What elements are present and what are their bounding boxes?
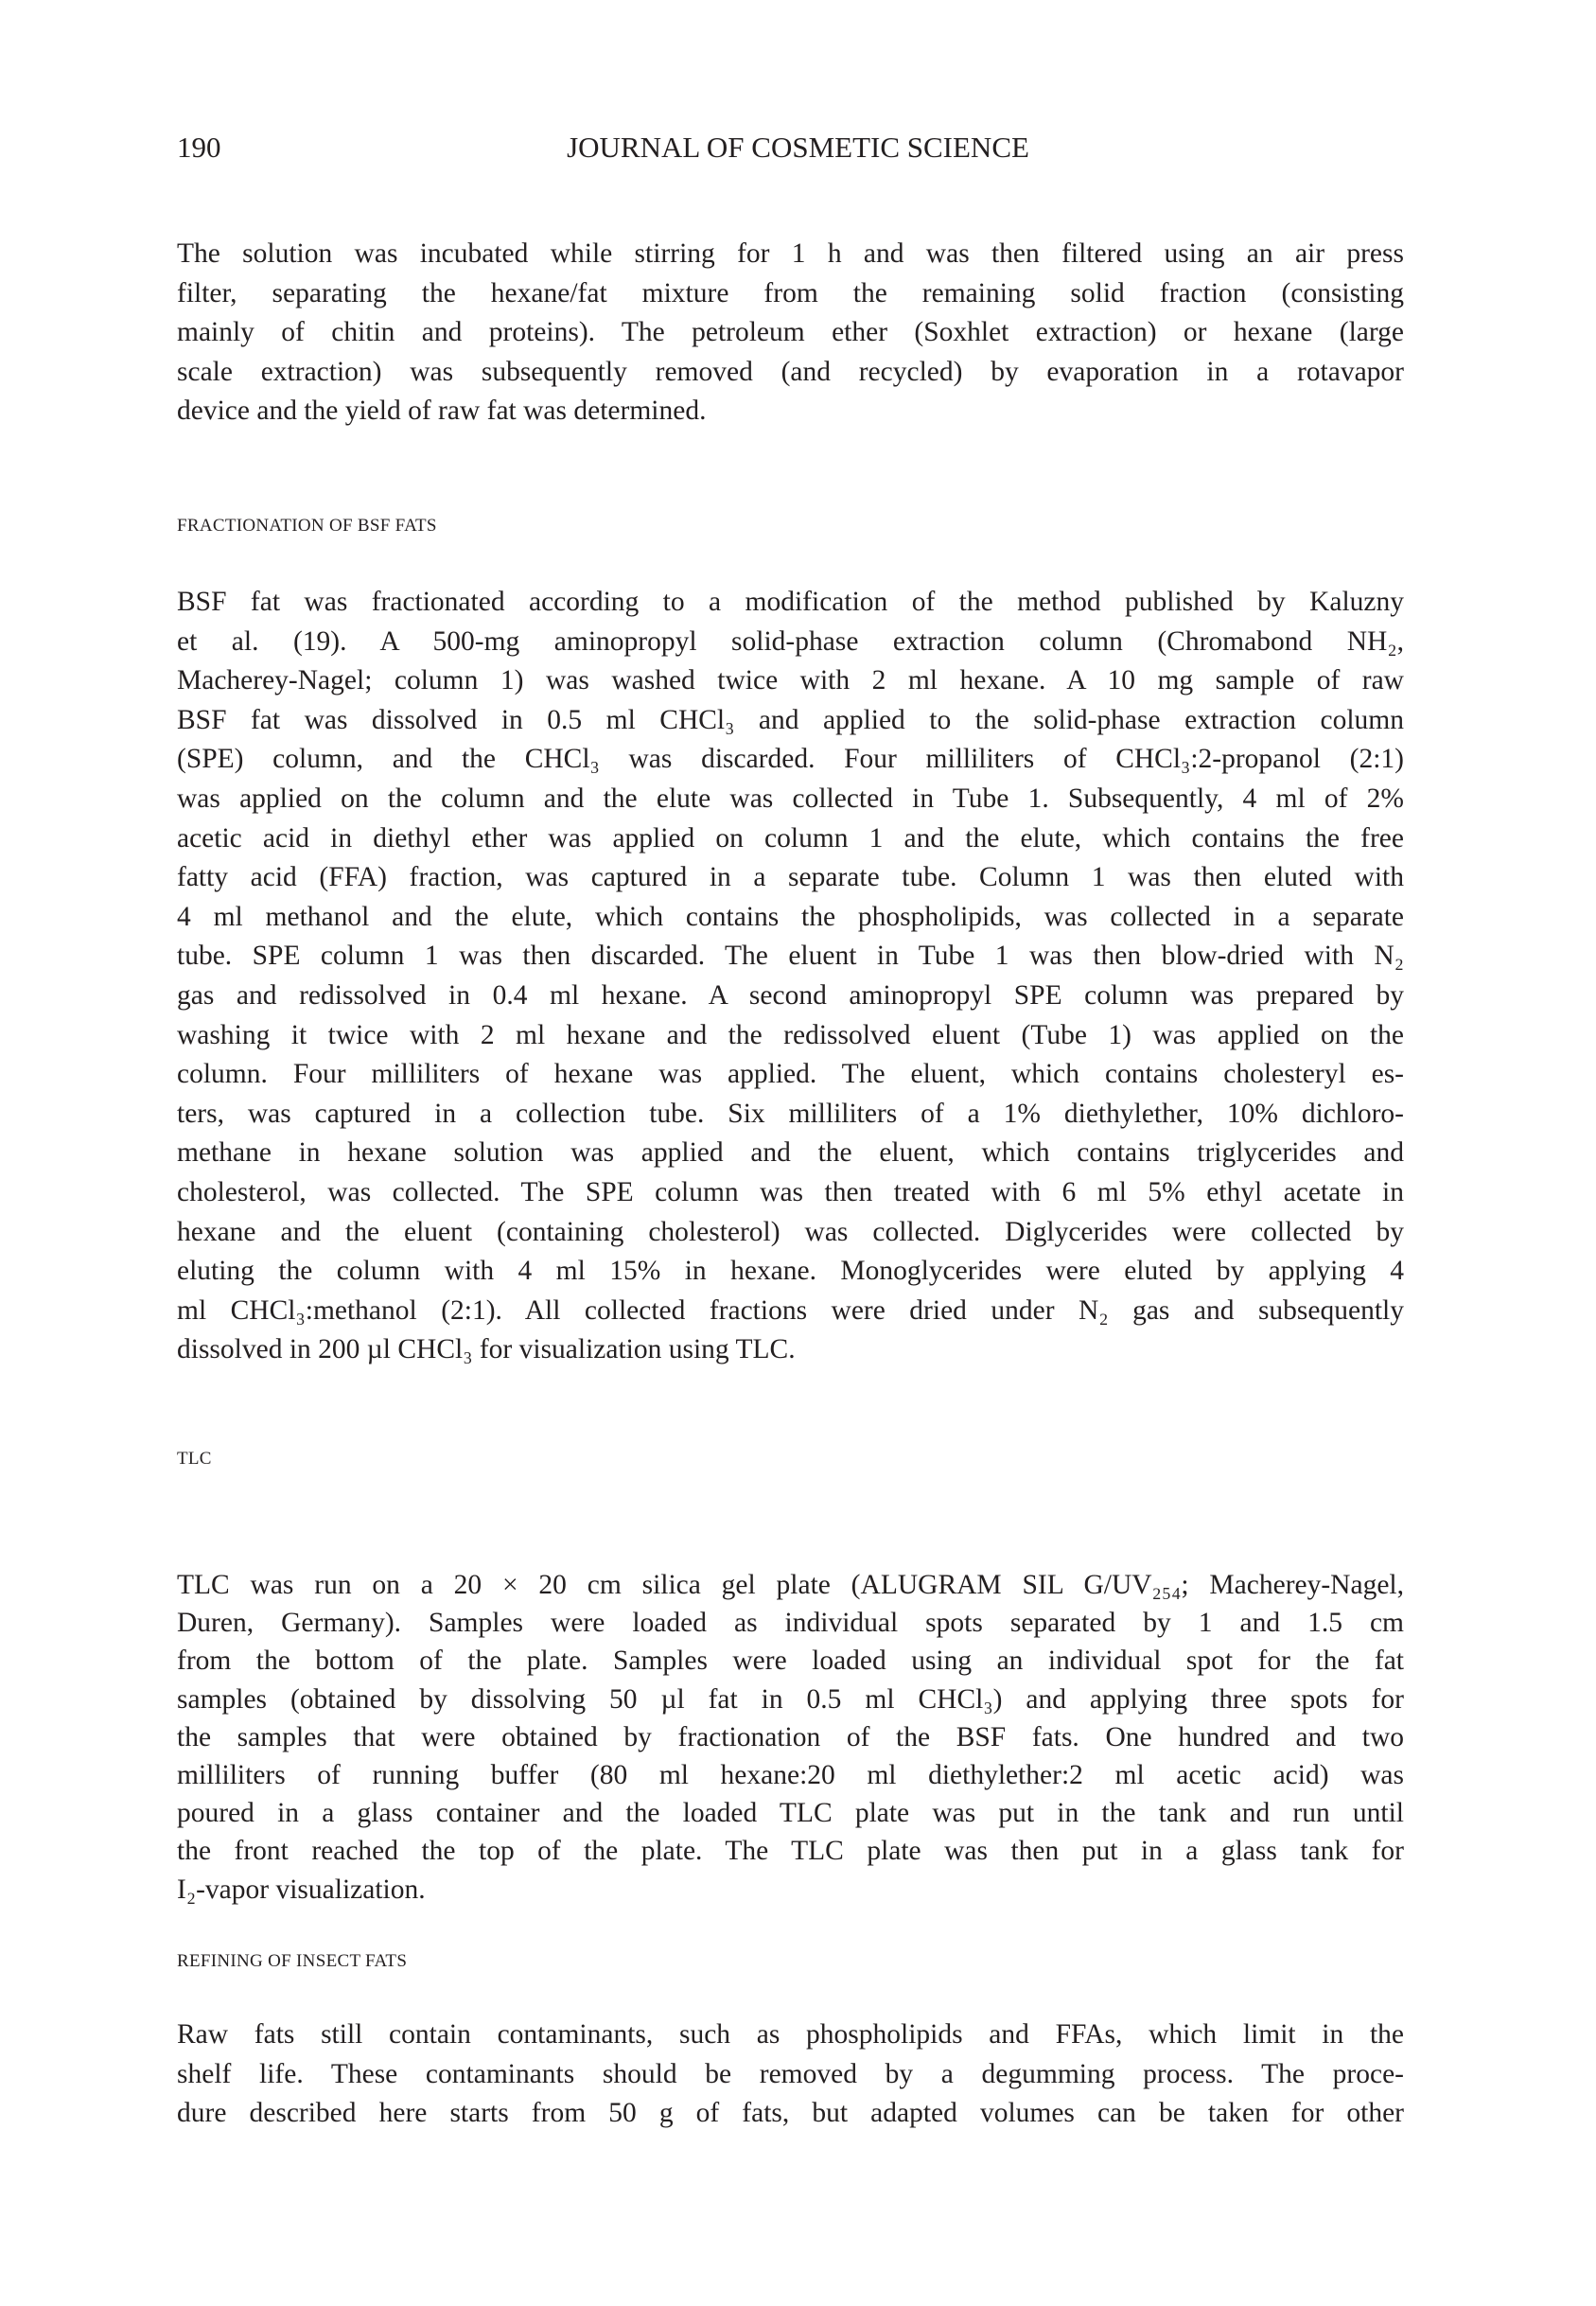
- text-line: scale extraction) was subsequently removed (and recycled) by evaporation in a rotavapor: [177, 356, 1404, 387]
- text-line: ters, was captured in a collection tube. Six milliliters of a 1% diethylether, 10% dichloro-: [177, 1098, 1404, 1129]
- text-line: poured in a glass container and the loaded TLC plate was put in the tank and run until: [177, 1798, 1404, 1829]
- text-line: Macherey-Nagel; column 1) was washed twice with 2 ml hexane. A 10 mg sample of raw: [177, 665, 1404, 696]
- text-line: gas and redissolved in 0.4 ml hexane. A second aminopropyl SPE column was prepared by: [177, 979, 1404, 1011]
- text-line: fatty acid (FFA) fraction, was captured in a separate tube. Column 1 was then eluted with: [177, 862, 1404, 893]
- text-line: the front reached the top of the plate. The TLC plate was then put in a glass tank for: [177, 1836, 1404, 1867]
- text-line: tube. SPE column 1 was then discarded. The eluent in Tube 1 was then blow-dried with N₂: [177, 941, 1404, 972]
- text-line: Duren, Germany). Samples were loaded as individual spots separated by 1 and 1.5 cm: [177, 1608, 1404, 1639]
- section-heading-refining: REFINING OF INSECT FATS: [177, 1951, 408, 1971]
- text-line: I₂-vapor visualization.: [177, 1874, 426, 1905]
- text-line: was applied on the column and the elute was collected in Tube 1. Subsequently, 4 ml of 2%: [177, 783, 1404, 814]
- text-line: ml CHCl₃:methanol (2:1). All collected fractions were dried under N₂ gas and subsequently: [177, 1294, 1404, 1326]
- text-line: The solution was incubated while stirring for 1 h and was then filtered using an air press: [177, 238, 1404, 269]
- paragraph-fractionation: [177, 583, 1404, 1370]
- text-line: Raw fats still contain contaminants, such as phospholipids and FFAs, which limit in the: [177, 2019, 1404, 2050]
- text-line: milliliters of running buffer (80 ml hexane:20 ml diethylether:2 ml acetic acid) was: [177, 1759, 1404, 1790]
- text-line: filter, separating the hexane/fat mixture from the remaining solid fraction (consisting: [177, 277, 1404, 308]
- text-line: device and the yield of raw fat was determined.: [177, 396, 707, 427]
- text-line: the samples that were obtained by fractionation of the BSF fats. One hundred and two: [177, 1721, 1404, 1752]
- text-line: dissolved in 200 µl CHCl₃ for visualization using TLC.: [177, 1334, 796, 1365]
- text-line: et al. (19). A 500-mg aminopropyl solid-phase extraction column (Chromabond NH₂,: [177, 625, 1404, 657]
- text-line: BSF fat was dissolved in 0.5 ml CHCl₃ and applied to the solid-phase extraction column: [177, 704, 1404, 735]
- text-line: methane in hexane solution was applied and the eluent, which contains triglycerides and: [177, 1137, 1404, 1169]
- text-line: acetic acid in diethyl ether was applied on column 1 and the elute, which contains the free: [177, 822, 1404, 854]
- text-line: mainly of chitin and proteins). The petroleum ether (Soxhlet extraction) or hexane (large: [177, 317, 1404, 348]
- paragraph-intro: [177, 235, 1404, 431]
- page-number: 190: [177, 131, 221, 164]
- text-line: washing it twice with 2 ml hexane and the redissolved eluent (Tube 1) was applied on the: [177, 1019, 1404, 1050]
- text-line: TLC was run on a 20 × 20 cm silica gel plate (ALUGRAM SIL G/UV₂₅₄; Macherey-Nagel,: [177, 1570, 1404, 1600]
- paragraph-tlc: [177, 1566, 1404, 1909]
- text-line: eluting the column with 4 ml 15% in hexane. Monoglycerides were eluted by applying 4: [177, 1256, 1404, 1287]
- running-header-journal-title: JOURNAL OF COSMETIC SCIENCE: [567, 131, 1029, 164]
- text-line: dure described here starts from 50 g of fats, but adapted volumes can be taken for other: [177, 2098, 1404, 2129]
- paragraph-refining: [177, 2016, 1404, 2134]
- text-line: cholesterol, was collected. The SPE column was then treated with 6 ml 5% ethyl acetate in: [177, 1176, 1404, 1207]
- text-line: (SPE) column, and the CHCl₃ was discarded. Four milliliters of CHCl₃:2-propanol (2:1): [177, 744, 1404, 775]
- text-line: 4 ml methanol and the elute, which contains the phospholipids, was collected in a separate: [177, 901, 1404, 932]
- text-line: hexane and the eluent (containing cholesterol) was collected. Diglycerides were collected by: [177, 1216, 1404, 1247]
- text-line: BSF fat was fractionated according to a modification of the method published by Kaluzny: [177, 587, 1404, 617]
- section-heading-tlc: TLC: [177, 1449, 212, 1469]
- text-line: samples (obtained by dissolving 50 µl fat in 0.5 ml CHCl₃) and applying three spots for: [177, 1683, 1404, 1715]
- section-heading-fractionation: FRACTIONATION OF BSF FATS: [177, 516, 437, 536]
- text-line: column. Four milliliters of hexane was applied. The eluent, which contains cholesteryl es-: [177, 1059, 1404, 1090]
- text-line: from the bottom of the plate. Samples were loaded using an individual spot for the fat: [177, 1646, 1404, 1677]
- text-line: shelf life. These contaminants should be removed by a degumming process. The proce-: [177, 2058, 1404, 2089]
